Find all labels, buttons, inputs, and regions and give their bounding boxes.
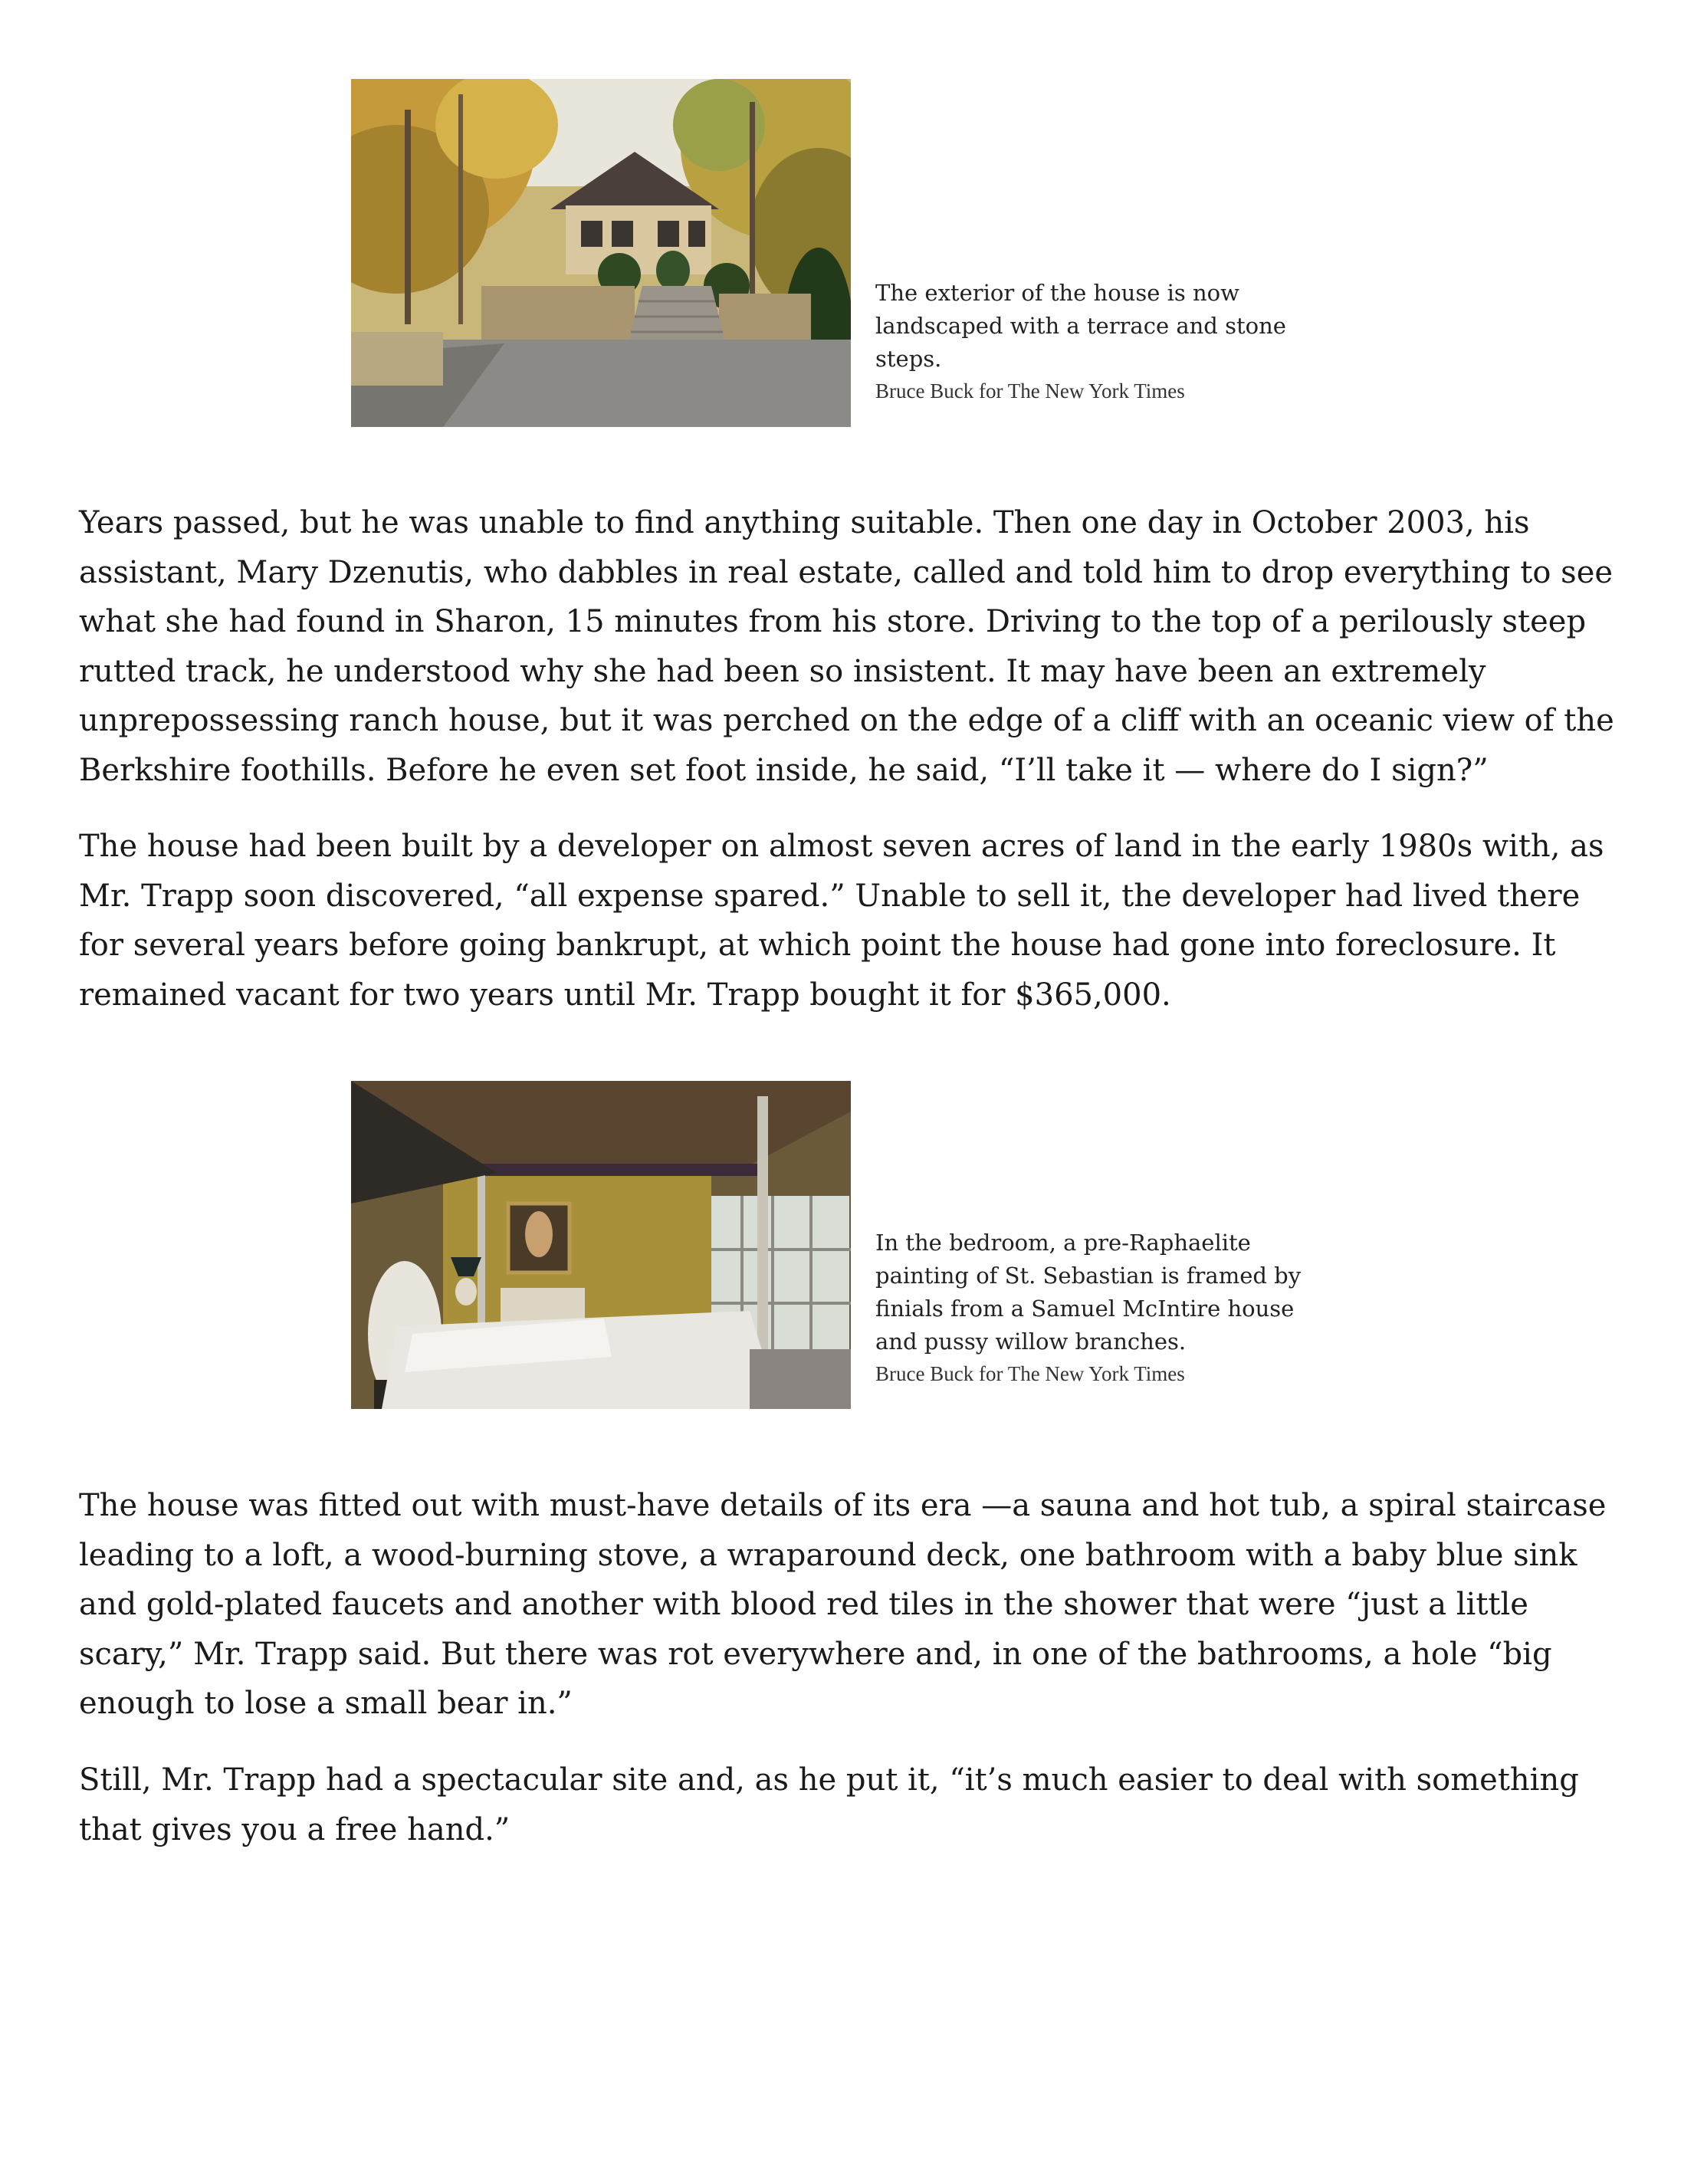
caption-text: In the bedroom, a pre-Raphaelite painting of St. Sebastian is framed by finials from a Samuel McIntire house and pussy willow branches. [875, 1230, 1302, 1355]
article-paragraph: Years passed, but he was unable to find anything suitable. Then one day in October 2003, his assistant, Mary Dzenutis, who dabbles in real estate, called and told him to drop everything to see what she had found in Sharon, 15 minutes from his store. Driving to the top of a perilously steep rutted track, he understood why she had been so insistent. It may have been an extremely unprepossessing ranch house, but it was perched on the edge of a cliff with an oceanic view of the Berkshire foothills. Before he even set foot inside, he said, “I’ll take it — where do I sign?” [79, 505, 1614, 788]
photo-credit: Bruce Buck for The New York Times [875, 1362, 1185, 1385]
article-paragraph: Still, Mr. Trapp had a spectacular site and, as he put it, “it’s much easier to deal with something that gives you a free hand.” [79, 1762, 1579, 1847]
figure-bedroom [351, 1081, 1340, 1409]
house-exterior-image [351, 79, 851, 427]
figure-caption [875, 277, 1305, 406]
article-paragraph: The house was fitted out with must-have details of its era —a sauna and hot tub, a spiral staircase leading to a loft, a wood-burning stove, a wraparound deck, one bathroom with a baby blue sink and gold-plated faucets and another with blood red tiles in the shower that were “just a little scary,” Mr. Trapp said. But there was rot everywhere and, in one of the bathrooms, a hole “big enough to lose a small bear in.” [79, 1488, 1607, 1722]
photo-credit: Bruce Buck for The New York Times [875, 379, 1185, 402]
article-paragraph: The house had been built by a developer on almost seven acres of land in the early 1980s with, as Mr. Trapp soon discovered, “all expense spared.” Unable to sell it, the developer had lived there for several years before going bankrupt, at which point the house had gone into foreclosure. It remained vacant for two years until Mr. Trapp bought it for $365,000. [79, 829, 1604, 1013]
figure-house-exterior [351, 79, 1340, 427]
photo-house-exterior [351, 79, 851, 427]
figure-caption [875, 1227, 1305, 1389]
bedroom-image [351, 1081, 851, 1409]
photo-bedroom [351, 1081, 851, 1409]
caption-text: The exterior of the house is now landscaped with a terrace and stone steps. [875, 280, 1286, 372]
